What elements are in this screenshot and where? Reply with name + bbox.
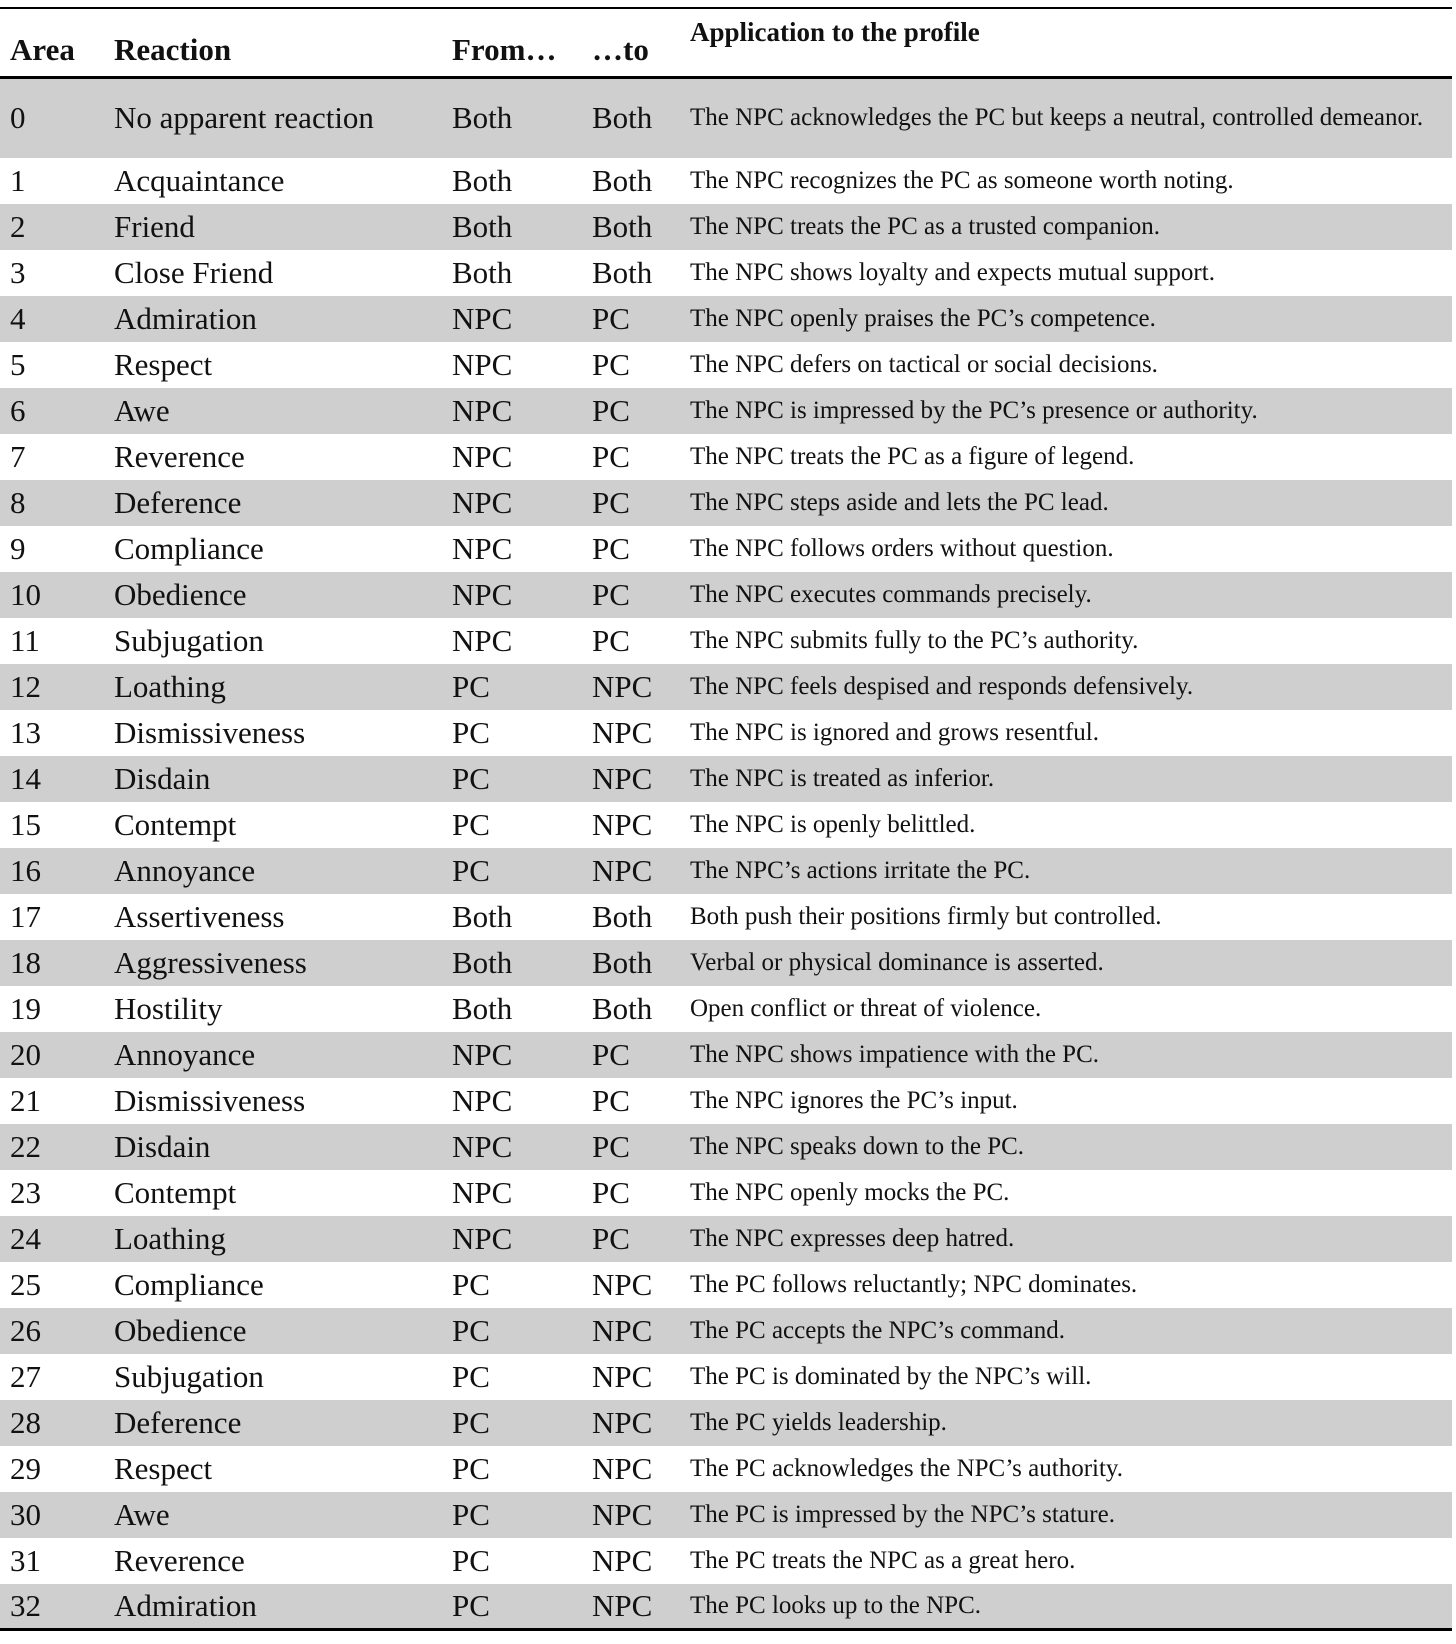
- cell-from: Both: [452, 990, 513, 1026]
- cell-application: The NPC treats the PC as a figure of legend.: [690, 442, 1135, 470]
- cell-from: PC: [452, 1266, 490, 1302]
- cell-from: NPC: [452, 438, 513, 474]
- cell-application: The NPC follows orders without question.: [690, 534, 1114, 562]
- cell-application: The NPC is impressed by the PC’s presence or authority.: [690, 396, 1258, 424]
- cell-from: NPC: [452, 1082, 513, 1118]
- cell-application: The PC is impressed by the NPC’s stature.: [690, 1500, 1115, 1528]
- cell-area: 7: [10, 438, 26, 474]
- reaction-table-container: [0, 7, 1452, 1631]
- table-row: [0, 434, 1452, 480]
- cell-application: The NPC treats the PC as a trusted companion.: [690, 212, 1161, 240]
- cell-application: The NPC shows loyalty and expects mutual support.: [690, 258, 1215, 286]
- cell-from: Both: [452, 254, 513, 290]
- cell-application: The PC is dominated by the NPC’s will.: [690, 1362, 1092, 1390]
- cell-from: NPC: [452, 300, 513, 336]
- table-row: [0, 848, 1452, 894]
- cell-reaction: Aggressiveness: [114, 944, 307, 980]
- cell-reaction: Disdain: [114, 760, 211, 796]
- cell-to: NPC: [592, 714, 653, 750]
- cell-reaction: Respect: [114, 1450, 213, 1486]
- cell-to: NPC: [592, 1404, 653, 1440]
- cell-application: The PC treats the NPC as a great hero.: [690, 1546, 1076, 1574]
- cell-to: PC: [592, 530, 630, 566]
- table-row: [0, 710, 1452, 756]
- cell-to: PC: [592, 1220, 630, 1256]
- table-row: [0, 894, 1452, 940]
- cell-to: Both: [592, 898, 653, 934]
- table-header: [0, 8, 1452, 78]
- cell-to: NPC: [592, 806, 653, 842]
- cell-area: 16: [10, 852, 41, 888]
- cell-area: 21: [10, 1082, 41, 1118]
- cell-to: NPC: [592, 1496, 653, 1532]
- cell-from: PC: [452, 1496, 490, 1532]
- cell-to: NPC: [592, 1450, 653, 1486]
- cell-from: PC: [452, 806, 490, 842]
- cell-to: PC: [592, 1082, 630, 1118]
- cell-to: NPC: [592, 760, 653, 796]
- table-body: [0, 78, 1452, 1630]
- cell-reaction: Admiration: [114, 300, 257, 336]
- cell-from: NPC: [452, 576, 513, 612]
- cell-area: 32: [10, 1587, 41, 1623]
- cell-area: 13: [10, 714, 41, 750]
- cell-from: NPC: [452, 1174, 513, 1210]
- cell-from: NPC: [452, 1128, 513, 1164]
- cell-area: 8: [10, 484, 26, 520]
- table-row: [0, 1584, 1452, 1630]
- cell-area: 17: [10, 898, 41, 934]
- table-row: [0, 388, 1452, 434]
- cell-reaction: Obedience: [114, 1312, 247, 1348]
- cell-application: The NPC recognizes the PC as someone worth noting.: [690, 166, 1234, 194]
- cell-application: The NPC is ignored and grows resentful.: [690, 718, 1099, 746]
- cell-to: Both: [592, 254, 653, 290]
- table-row: [0, 1492, 1452, 1538]
- header-area: Area: [10, 32, 75, 67]
- cell-to: PC: [592, 622, 630, 658]
- cell-to: PC: [592, 346, 630, 382]
- cell-reaction: Close Friend: [114, 254, 274, 290]
- table-row: [0, 204, 1452, 250]
- table-row: [0, 664, 1452, 710]
- cell-reaction: Dismissiveness: [114, 714, 306, 750]
- cell-application: The NPC openly praises the PC’s competence.: [690, 304, 1156, 332]
- table-row: [0, 940, 1452, 986]
- cell-to: NPC: [592, 1542, 653, 1578]
- cell-area: 15: [10, 806, 41, 842]
- table-row: [0, 296, 1452, 342]
- cell-area: 5: [10, 346, 26, 382]
- cell-application: The PC yields leadership.: [690, 1408, 947, 1436]
- cell-reaction: Reverence: [114, 438, 245, 474]
- cell-reaction: Annoyance: [114, 1036, 256, 1072]
- cell-application: The PC acknowledges the NPC’s authority.: [690, 1454, 1124, 1482]
- cell-to: Both: [592, 100, 653, 136]
- cell-area: 12: [10, 668, 41, 704]
- table-row: [0, 526, 1452, 572]
- table-row: [0, 342, 1452, 388]
- cell-application: Verbal or physical dominance is asserted.: [690, 948, 1104, 976]
- table-row: [0, 1446, 1452, 1492]
- cell-reaction: Contempt: [114, 1174, 237, 1210]
- table-row: [0, 986, 1452, 1032]
- cell-application: The PC looks up to the NPC.: [690, 1591, 981, 1619]
- cell-area: 30: [10, 1496, 41, 1532]
- cell-reaction: Loathing: [114, 668, 226, 704]
- cell-reaction: Acquaintance: [114, 162, 285, 198]
- cell-reaction: Dismissiveness: [114, 1082, 306, 1118]
- cell-from: PC: [452, 668, 490, 704]
- cell-area: 18: [10, 944, 41, 980]
- cell-area: 14: [10, 760, 41, 796]
- cell-application: The NPC’s actions irritate the PC.: [690, 856, 1031, 884]
- table-row: [0, 78, 1452, 158]
- header-to: …to: [592, 32, 649, 67]
- cell-area: 20: [10, 1036, 41, 1072]
- table-row: [0, 1124, 1452, 1170]
- cell-to: PC: [592, 300, 630, 336]
- cell-reaction: Reverence: [114, 1542, 245, 1578]
- table-row: [0, 1170, 1452, 1216]
- cell-to: Both: [592, 944, 653, 980]
- cell-reaction: Subjugation: [114, 1358, 264, 1394]
- cell-to: Both: [592, 990, 653, 1026]
- cell-to: NPC: [592, 1587, 653, 1623]
- cell-to: PC: [592, 438, 630, 474]
- cell-to: NPC: [592, 1312, 653, 1348]
- cell-reaction: Respect: [114, 346, 213, 382]
- table-row: [0, 572, 1452, 618]
- table-row: [0, 1078, 1452, 1124]
- cell-to: NPC: [592, 852, 653, 888]
- cell-area: 6: [10, 392, 26, 428]
- cell-from: PC: [452, 714, 490, 750]
- cell-reaction: Assertiveness: [114, 898, 285, 934]
- cell-reaction: Disdain: [114, 1128, 211, 1164]
- header-row: [0, 8, 1452, 78]
- cell-reaction: Awe: [114, 392, 170, 428]
- cell-to: NPC: [592, 1266, 653, 1302]
- cell-area: 28: [10, 1404, 41, 1440]
- cell-reaction: Compliance: [114, 1266, 264, 1302]
- cell-reaction: Obedience: [114, 576, 247, 612]
- cell-from: NPC: [452, 622, 513, 658]
- cell-application: The NPC openly mocks the PC.: [690, 1178, 1010, 1206]
- cell-from: PC: [452, 1542, 490, 1578]
- cell-from: NPC: [452, 484, 513, 520]
- cell-from: NPC: [452, 392, 513, 428]
- table-row: [0, 1032, 1452, 1078]
- cell-to: PC: [592, 1174, 630, 1210]
- table-row: [0, 250, 1452, 296]
- cell-reaction: Contempt: [114, 806, 237, 842]
- cell-to: NPC: [592, 668, 653, 704]
- table-row: [0, 618, 1452, 664]
- cell-application: The NPC steps aside and lets the PC lead.: [690, 488, 1109, 516]
- cell-from: Both: [452, 944, 513, 980]
- cell-application: The PC follows reluctantly; NPC dominates.: [690, 1270, 1138, 1298]
- cell-reaction: Compliance: [114, 530, 264, 566]
- cell-application: The NPC speaks down to the PC.: [690, 1132, 1025, 1160]
- table-row: [0, 1538, 1452, 1584]
- cell-application: The NPC shows impatience with the PC.: [690, 1040, 1099, 1068]
- cell-from: PC: [452, 1450, 490, 1486]
- cell-to: PC: [592, 392, 630, 428]
- cell-reaction: Annoyance: [114, 852, 256, 888]
- cell-area: 4: [10, 300, 26, 336]
- header-application: Application to the profile: [690, 17, 980, 47]
- table-row: [0, 1216, 1452, 1262]
- cell-reaction: Loathing: [114, 1220, 226, 1256]
- cell-area: 31: [10, 1542, 41, 1578]
- cell-area: 10: [10, 576, 41, 612]
- table-row: [0, 1354, 1452, 1400]
- cell-reaction: Friend: [114, 208, 195, 244]
- cell-reaction: Deference: [114, 1404, 242, 1440]
- cell-reaction: Admiration: [114, 1587, 257, 1623]
- cell-application: The NPC feels despised and responds defensively.: [690, 672, 1194, 700]
- cell-application: The NPC acknowledges the PC but keeps a neutral, controlled demeanor.: [690, 104, 1424, 132]
- cell-application: The NPC defers on tactical or social decisions.: [690, 350, 1158, 378]
- cell-application: Open conflict or threat of violence.: [690, 994, 1042, 1022]
- cell-from: PC: [452, 1404, 490, 1440]
- header-reaction: Reaction: [114, 32, 232, 67]
- table-row: [0, 1400, 1452, 1446]
- cell-to: PC: [592, 576, 630, 612]
- cell-from: PC: [452, 760, 490, 796]
- cell-application: The NPC ignores the PC’s input.: [690, 1086, 1018, 1114]
- table-row: [0, 1308, 1452, 1354]
- cell-application: Both push their positions firmly but controlled.: [690, 902, 1162, 930]
- cell-from: PC: [452, 1312, 490, 1348]
- cell-reaction: Hostility: [114, 990, 223, 1026]
- cell-area: 11: [10, 622, 40, 658]
- cell-from: PC: [452, 852, 490, 888]
- cell-from: PC: [452, 1587, 490, 1623]
- header-from: From…: [452, 32, 557, 67]
- cell-area: 9: [10, 530, 26, 566]
- cell-reaction: Deference: [114, 484, 242, 520]
- reaction-table: [0, 7, 1452, 1631]
- cell-to: PC: [592, 1036, 630, 1072]
- cell-application: The NPC expresses deep hatred.: [690, 1224, 1015, 1252]
- cell-application: The NPC is treated as inferior.: [690, 764, 995, 792]
- cell-from: Both: [452, 898, 513, 934]
- cell-area: 1: [10, 162, 26, 198]
- table-row: [0, 158, 1452, 204]
- cell-to: Both: [592, 162, 653, 198]
- cell-reaction: No apparent reaction: [114, 100, 374, 136]
- cell-area: 22: [10, 1128, 41, 1164]
- cell-application: The PC accepts the NPC’s command.: [690, 1316, 1065, 1344]
- cell-area: 3: [10, 254, 26, 290]
- cell-area: 25: [10, 1266, 41, 1302]
- table-row: [0, 802, 1452, 848]
- cell-reaction: Awe: [114, 1496, 170, 1532]
- cell-area: 23: [10, 1174, 41, 1210]
- cell-from: Both: [452, 208, 513, 244]
- cell-area: 29: [10, 1450, 41, 1486]
- cell-area: 2: [10, 208, 26, 244]
- cell-from: NPC: [452, 530, 513, 566]
- cell-from: NPC: [452, 1220, 513, 1256]
- cell-reaction: Subjugation: [114, 622, 264, 658]
- cell-from: NPC: [452, 346, 513, 382]
- cell-to: Both: [592, 208, 653, 244]
- cell-to: NPC: [592, 1358, 653, 1394]
- cell-from: PC: [452, 1358, 490, 1394]
- cell-to: PC: [592, 484, 630, 520]
- cell-from: Both: [452, 162, 513, 198]
- cell-from: NPC: [452, 1036, 513, 1072]
- cell-area: 19: [10, 990, 41, 1026]
- cell-from: Both: [452, 100, 513, 136]
- cell-area: 27: [10, 1358, 41, 1394]
- table-row: [0, 756, 1452, 802]
- table-row: [0, 1262, 1452, 1308]
- cell-area: 26: [10, 1312, 41, 1348]
- cell-area: 0: [10, 100, 26, 136]
- cell-application: The NPC executes commands precisely.: [690, 580, 1092, 608]
- cell-area: 24: [10, 1220, 41, 1256]
- cell-application: The NPC submits fully to the PC’s authority.: [690, 626, 1139, 654]
- cell-to: PC: [592, 1128, 630, 1164]
- cell-application: The NPC is openly belittled.: [690, 810, 976, 838]
- table-row: [0, 480, 1452, 526]
